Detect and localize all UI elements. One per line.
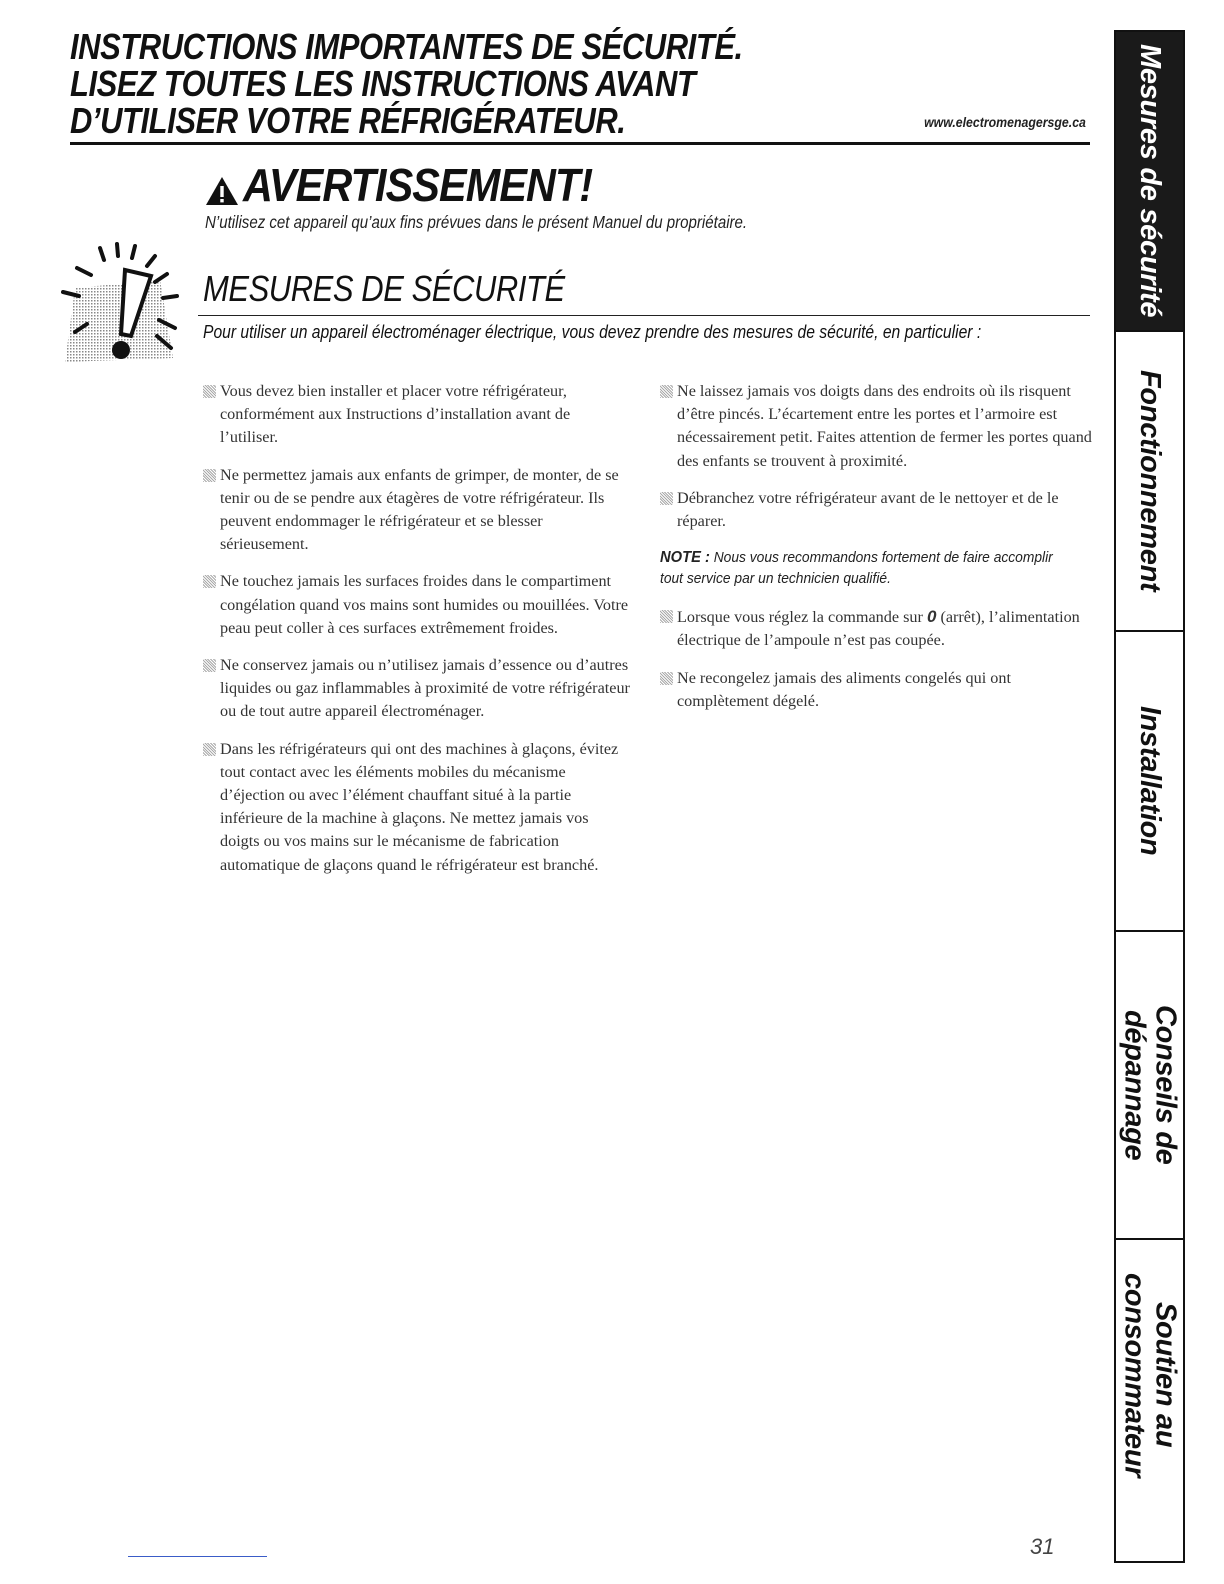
list-item: Ne touchez jamais les surfaces froides dans le compartiment congélation quand vos mains sont humides ou mouillées. Votre peau peut coller à ces surfaces extrêmement froides. bbox=[203, 570, 631, 640]
list-item: Ne permettez jamais aux enfants de grimper, de monter, de se tenir ou de se pendre aux étagères de votre réfrigérateur. Ils peuvent endommager le réfrigérateur et se blesser sérieusement. bbox=[203, 464, 631, 557]
note-label: NOTE : bbox=[660, 549, 710, 567]
header-divider bbox=[70, 142, 1090, 145]
website-link[interactable]: www.electromenagersge.ca bbox=[924, 114, 1086, 130]
bullet-icon bbox=[203, 385, 216, 398]
bullet-icon bbox=[660, 492, 673, 505]
list-item: Ne conservez jamais ou n’utilisez jamais d’essence ou d’autres liquides ou gaz inflammables à proximité de votre réfrigérateur ou de tout autre appareil électroménager. bbox=[203, 654, 631, 724]
tab-installation[interactable]: Installation bbox=[1116, 632, 1183, 932]
list-item: Lorsque vous réglez la commande sur 0 (arrêt), l’alimentation électrique de l’ampoule n’est pas coupée. bbox=[660, 605, 1092, 652]
list-item: Vous devez bien installer et placer votre réfrigérateur, conformément aux Instructions d’installation avant de l’utiliser. bbox=[203, 380, 631, 450]
page-header bbox=[70, 28, 1090, 139]
bullet-icon bbox=[660, 610, 673, 623]
list-item: Débranchez votre réfrigérateur avant de le nettoyer et de le réparer. bbox=[660, 487, 1092, 533]
note bbox=[660, 547, 1057, 589]
right-column bbox=[660, 380, 1092, 727]
control-value: 0 bbox=[926, 607, 937, 627]
bullet-icon bbox=[203, 469, 216, 482]
page-number: 31 bbox=[1030, 1534, 1055, 1559]
bullet-icon bbox=[203, 575, 216, 588]
warning-title: AVERTISSEMENT! bbox=[243, 159, 593, 211]
warning-subtitle: N’utilisez cet appareil qu’aux fins prévues dans le présent Manuel du propriétaire. bbox=[205, 212, 748, 232]
tab-fonctionnement[interactable]: Fonctionnement bbox=[1116, 332, 1183, 632]
tab-mesures-de-securite[interactable]: Mesures de sécurité bbox=[1116, 32, 1183, 332]
bullet-icon bbox=[203, 743, 216, 756]
bullet-icon bbox=[203, 659, 216, 672]
left-column bbox=[203, 380, 631, 891]
safety-divider bbox=[198, 315, 1090, 316]
safety-exclamation-icon bbox=[55, 240, 190, 375]
header-line-3: D’UTILISER VOTRE RÉFRIGÉRATEUR. bbox=[70, 100, 626, 141]
tab-soutien-au-consommateur[interactable]: Soutien au consommateur bbox=[1118, 1272, 1182, 1478]
warning-triangle-icon bbox=[205, 176, 239, 206]
note-text: Nous vous recommandons fortement de faire accomplir tout service par un technicien qualifié. bbox=[660, 549, 1053, 588]
bottom-link-line bbox=[128, 1556, 267, 1557]
header-line-2: LISEZ TOUTES LES INSTRUCTIONS AVANT bbox=[70, 63, 696, 104]
bullet-icon bbox=[660, 672, 673, 685]
section-tabs bbox=[1114, 30, 1185, 1563]
safety-section-title: MESURES DE SÉCURITÉ bbox=[203, 268, 565, 309]
list-item: Ne recongelez jamais des aliments congelés qui ont complètement dégelé. bbox=[660, 667, 1092, 713]
list-item: Ne laissez jamais vos doigts dans des endroits où ils risquent d’être pincés. L’écartement entre les portes et l’armoire est nécessairement petit. Faites attention de fermer les portes quand des enfants se trouvent à proximité. bbox=[660, 380, 1092, 473]
bullet-icon bbox=[660, 385, 673, 398]
warning-heading bbox=[205, 158, 631, 212]
safety-intro: Pour utiliser un appareil électroménager électrique, vous devez prendre des mesures de sécurité, en particulier : bbox=[203, 322, 982, 342]
tab-conseils-de-depannage[interactable]: Conseils de dépannage bbox=[1116, 932, 1183, 1240]
header-line-1: INSTRUCTIONS IMPORTANTES DE SÉCURITÉ. bbox=[70, 26, 743, 67]
list-item: Dans les réfrigérateurs qui ont des machines à glaçons, évitez tout contact avec les éléments mobiles du mécanisme d’éjection ou avec l’élément chauffant situé à la partie inférieure de la machine à glaçons. Ne mettez jamais vos doigts ou vos mains sur le mécanisme de fabrication automatique de glaçons quand le réfrigérateur est branché. bbox=[203, 738, 631, 877]
